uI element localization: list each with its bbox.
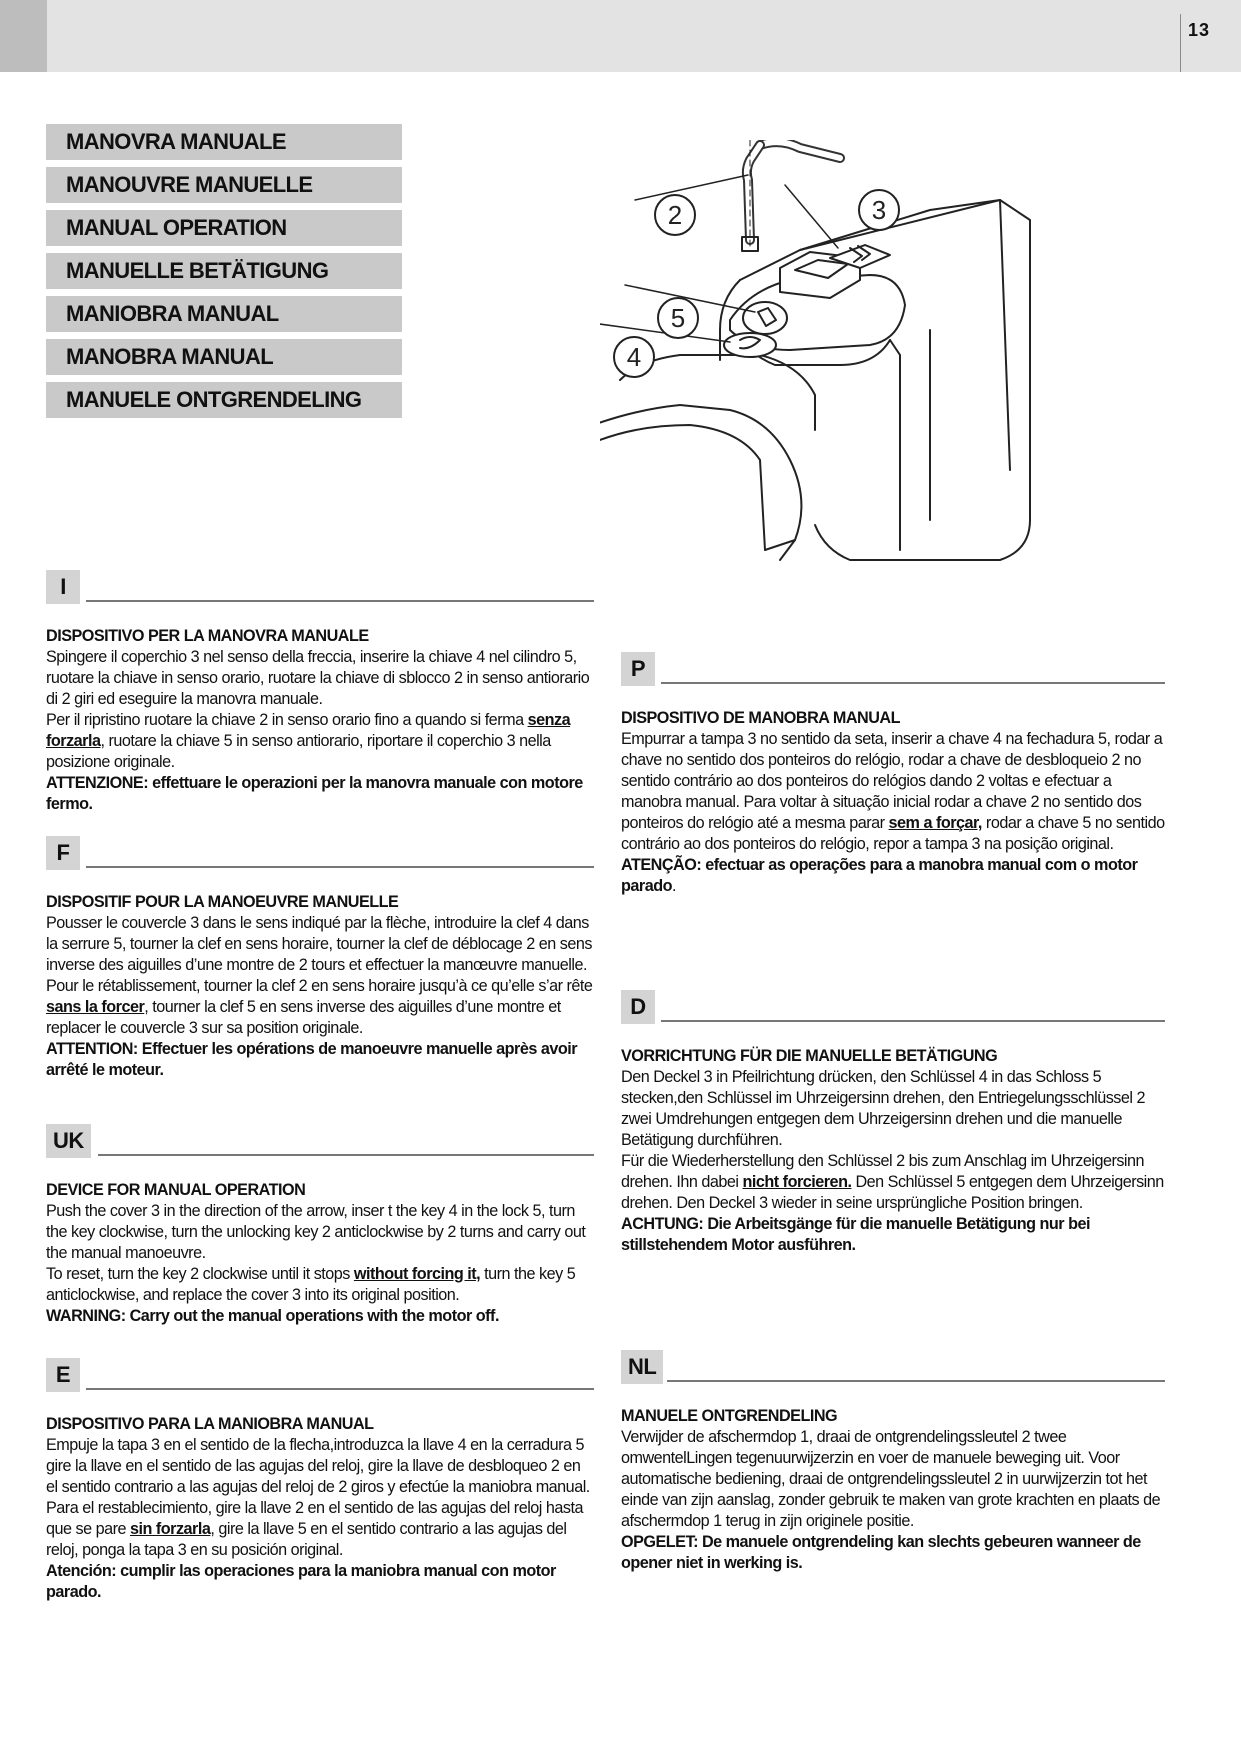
text-run: Den Schlüssel 5 entgegen dem Uhrzeigersinn drehen. Den Deckel 3 wieder in seine ursprüngliche Position bringen.: [621, 1173, 1164, 1212]
header-tab: [0, 0, 47, 72]
emphasis: senza forzarla: [46, 711, 571, 750]
section-heading: DISPOSITIVO DE MANOBRA MANUAL: [621, 709, 900, 727]
section-text: [46, 1264, 594, 1306]
text-run: Für die Wiederherstellung den Schlüssel 2 bis zum Anschlag im Uhrzeigersinn drehen. Ihn dabei: [621, 1152, 1145, 1191]
section-heading: DISPOSITIF POUR LA MANOEUVRE MANUELLE: [46, 893, 399, 911]
text-run: , tourner la clef 5 en sens inverse des aiguilles d’une montre et replacer le couvercle 3 sur sa position originale.: [46, 998, 561, 1037]
lang-badge: D: [621, 990, 655, 1024]
section-nl: [621, 1350, 1165, 1574]
emphasis: sem a forçar,: [888, 814, 982, 832]
text-run: Empurrar a tampa 3 no sentido da seta, inserir a chave 4 na fechadura 5, rodar a chave no sentido dos ponteiros do relógio, rodar a chave de desbloqueio 2 no sentido contrário ao dos ponteiros do relógios dando 2 voltas e efectuar a manobra manual. Para voltar à situação inicial rodar a chave 2 no sentido dos ponteiros do relógio até a mesma parar: [621, 730, 1163, 832]
text-run: Per il ripristino ruotare la chiave 2 in senso orario fino a quando si ferma: [46, 711, 528, 729]
text-run: ATENÇÃO: efectuar as operações para a manobra manual com o motor parado: [621, 856, 1138, 895]
section-text: Push the cover 3 in the direction of the arrow, inser t the key 4 in the lock 5, turn the key clockwise, turn the unlocking key 2 anticlockwise by 2 turns and carry out the manual manoeuvre.: [46, 1202, 586, 1262]
section-fr: [46, 836, 594, 1081]
section-warning: ACHTUNG: Die Arbeitsgänge für die manuelle Betätigung nur bei stillstehendem Motor ausführen.: [621, 1215, 1090, 1254]
title-it: MANOVRA MANUALE: [46, 124, 402, 160]
lang-badge: NL: [621, 1350, 663, 1384]
section-text: [621, 729, 1165, 855]
lang-badge: F: [46, 836, 80, 870]
section-rule: [661, 1020, 1165, 1022]
text-run: : De manuele ontgrendeling kan slechts gebeuren wanneer de opener niet in werking is.: [621, 1533, 1141, 1572]
title-en: MANUAL OPERATION: [46, 210, 402, 246]
section-warning: ATTENZIONE: effettuare le operazioni per la manovra manuale con motore fermo.: [46, 774, 583, 813]
section-heading: DEVICE FOR MANUAL OPERATION: [46, 1181, 306, 1199]
section-rule: [86, 1388, 594, 1390]
lang-badge: I: [46, 570, 80, 604]
header-divider: [1180, 14, 1181, 72]
text-run: turn the key 5 anticlockwise, and replace the cover 3 into its original position.: [46, 1265, 576, 1304]
section-rule: [86, 866, 594, 868]
text-run: Para el restablecimiento, gire la llave 2 en el sentido de las agujas del reloj hasta que se pare: [46, 1499, 583, 1538]
title-es: MANIOBRA MANUAL: [46, 296, 402, 332]
header-bar: [0, 0, 1241, 72]
callout-5: 5: [670, 303, 686, 333]
lang-badge: UK: [46, 1124, 91, 1158]
section-rule: [661, 682, 1165, 684]
section-warning: WARNING: Carry out the manual operations with the motor off.: [46, 1307, 499, 1325]
title-pt: MANOBRA MANUAL: [46, 339, 402, 375]
section-text: [621, 1151, 1165, 1214]
section-warning: ATTENTION: Effectuer les opérations de manoeuvre manuelle après avoir arrêté le moteur.: [46, 1040, 578, 1079]
lang-badge: P: [621, 652, 655, 686]
emphasis: without forcing it,: [353, 1265, 481, 1283]
section-warning: Atención: cumplir las operaciones para la maniobra manual con motor parado.: [46, 1562, 556, 1601]
title-fr: MANOUVRE MANUELLE: [46, 167, 402, 203]
callout-4: 4: [626, 342, 642, 372]
text-run: OPGELET: [621, 1533, 694, 1551]
section-text: [46, 976, 594, 1039]
text-run: rodar a chave 5 no sentido contrário ao dos ponteiros do relógio, repor a tampa 3 na posição original.: [621, 814, 1165, 853]
section-text: Verwijder de afschermdop 1, draai de ontgrendelingssleutel 2 twee omwentelLingen tegenuurwijzerzin en voer de manuele beweging uit. Voor automatische bediening, draai de ontgrendelingssleutel 2 in uurwijzerzin tot het einde van zijn aanslag, zonder gebruik te maken van grote krachten en plaats de afschermdop 1 terug in zijn originele positie.: [621, 1428, 1161, 1530]
text-run: , ruotare la chiave 5 in senso antiorario, riportare il coperchio 3 nella posizione originale.: [46, 732, 551, 771]
motor-unlock-diagram: [600, 140, 1160, 580]
text-run: .: [671, 877, 676, 895]
title-de: MANUELLE BETÄTIGUNG: [46, 253, 402, 289]
title-list: [46, 124, 402, 425]
section-text: [46, 710, 594, 773]
callout-3: 3: [871, 195, 887, 225]
text-run: , gire la llave 5 en el sentido contrario a las agujas del reloj, ponga la tapa 3 en su posición original.: [46, 1520, 567, 1559]
page-number: 13: [1188, 20, 1211, 40]
section-rule: [98, 1154, 594, 1156]
section-warning: [621, 855, 1165, 897]
section-es: [46, 1358, 594, 1603]
text-run: Pour le rétablissement, tourner la clef 2 en sens horaire jusqu’à ce qu’elle s’ar rête: [46, 977, 593, 995]
section-pt: [621, 652, 1165, 897]
emphasis: nicht forcieren.: [742, 1173, 852, 1191]
lang-badge: E: [46, 1358, 80, 1392]
emphasis: sans la forcer: [46, 998, 145, 1016]
emphasis: sin forzarla: [130, 1520, 211, 1538]
title-nl: MANUELE ONTGRENDELING: [46, 382, 402, 418]
section-rule: [667, 1380, 1165, 1382]
section-text: Empuje la tapa 3 en el sentido de la flecha,introduzca la llave 4 en la cerradura 5 gire la llave en el sentido de las agujas del reloj, gire la llave de desbloqueo 2 en el sentido contrario a las agujas del reloj de 2 giros y efectúe la maniobra manual.: [46, 1436, 590, 1496]
section-heading: MANUELE ONTGRENDELING: [621, 1407, 838, 1425]
section-text: [46, 1498, 594, 1561]
section-text: Spingere il coperchio 3 nel senso della freccia, inserire la chiave 4 nel cilindro 5, ruotare la chiave in senso orario, ruotare la chiave di sblocco 2 in senso antiorario di 2 giri ed eseguire la manovra manuale.: [46, 648, 590, 708]
section-rule: [86, 600, 594, 602]
section-it: [46, 570, 594, 815]
section-de: [621, 990, 1165, 1256]
callout-2: 2: [667, 200, 683, 230]
text-run: To reset, turn the key 2 clockwise until it stops: [46, 1265, 354, 1283]
section-warning: [621, 1532, 1165, 1574]
section-text: Den Deckel 3 in Pfeilrichtung drücken, den Schlüssel 4 in das Schloss 5 stecken,den Schlüssel im Uhrzeigersinn drehen, den Entriegelungsschlüssel 2 zwei Umdrehungen entgegen dem Uhrzeigersinn drehen und die manuelle Betätigung durchführen.: [621, 1068, 1145, 1149]
section-heading: VORRICHTUNG FÜR DIE MANUELLE BETÄTIGUNG: [621, 1047, 998, 1065]
section-text: Pousser le couvercle 3 dans le sens indiqué par la flèche, introduire la clef 4 dans la serrure 5, tourner la clef en sens horaire, tourner la clef de déblocage 2 en sens inverse des aiguilles d’une montre de 2 tours et effectuer la manœuvre manuelle.: [46, 914, 592, 974]
section-heading: DISPOSITIVO PER LA MANOVRA MANUALE: [46, 627, 369, 645]
section-heading: DISPOSITIVO PARA LA MANIOBRA MANUAL: [46, 1415, 374, 1433]
section-en: [46, 1124, 594, 1327]
